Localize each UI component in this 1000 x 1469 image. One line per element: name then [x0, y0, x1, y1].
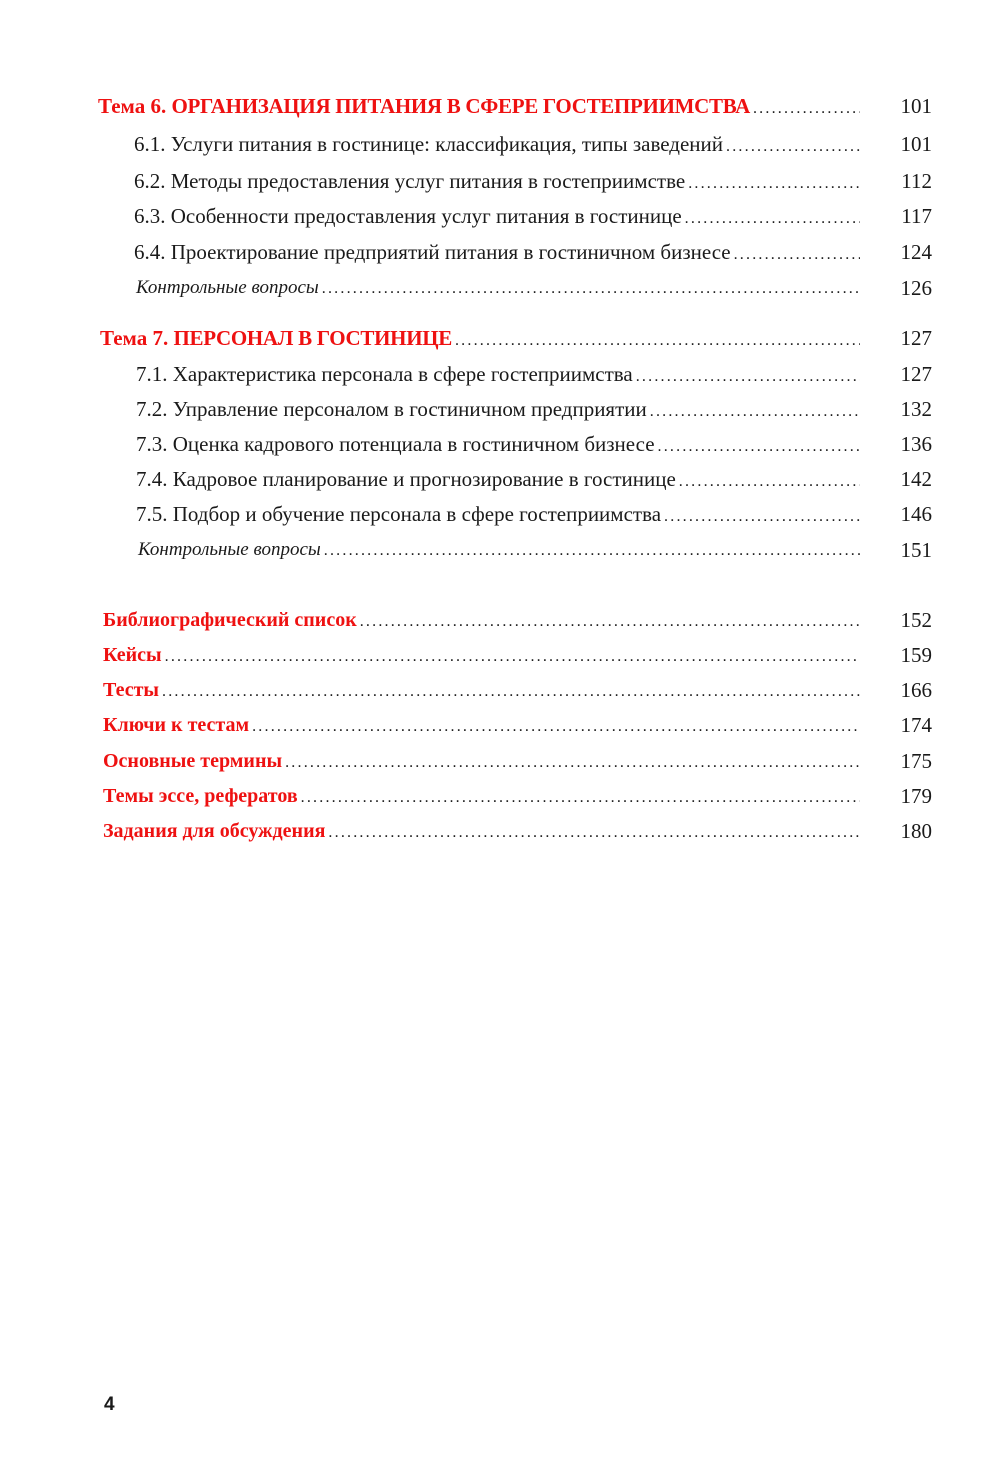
dot-leader [679, 466, 860, 498]
toc-item-label: 7.4. Кадровое планирование и прогнозирование в гостинице [136, 467, 676, 491]
page-number-ref: 101 [900, 132, 932, 156]
page-number-ref: 180 [900, 819, 932, 843]
dot-leader [734, 239, 860, 271]
page-number-ref: 101 [900, 94, 932, 118]
toc-item-7-1[interactable] [0, 358, 1000, 390]
toc-item-label: Темы эссе, рефератов [103, 785, 298, 807]
dot-leader [753, 93, 860, 125]
dot-leader [162, 676, 860, 708]
toc-item-7-5[interactable] [0, 498, 1000, 530]
page-number-ref: 112 [901, 169, 932, 193]
dot-leader [165, 641, 860, 673]
toc-item-label: Библиографический список [103, 609, 357, 631]
toc-item-label: 6.3. Особенности предоставления услуг питания в гостинице [134, 204, 682, 228]
toc-item-label: Контрольные вопросы [136, 277, 319, 298]
toc-item-label: Ключи к тестам [103, 714, 250, 736]
toc-item-6-2[interactable] [0, 165, 1000, 197]
page-number-ref: 136 [900, 432, 932, 456]
page-number-ref: 146 [900, 502, 932, 526]
page-number-ref: 151 [900, 538, 932, 562]
dot-leader [360, 606, 860, 638]
toc-item-label: 6.1. Услуги питания в гостинице: классификация, типы заведений [134, 132, 724, 156]
toc-item-label: Задания для обсуждения [103, 820, 326, 842]
page-number-ref: 152 [900, 608, 932, 632]
toc-item-label: Основные термины [103, 750, 283, 772]
page-number-ref: 117 [901, 204, 932, 228]
toc-item-label: Контрольные вопросы [138, 539, 321, 560]
toc-item-7-4[interactable] [0, 463, 1000, 495]
toc-essay-topics[interactable] [0, 780, 1000, 812]
page-number-ref: 124 [900, 240, 932, 264]
dot-leader [650, 396, 860, 428]
page-number-ref: 132 [900, 397, 932, 421]
page-number-ref: 174 [900, 713, 932, 737]
toc-item-label: 7.2. Управление персоналом в гостиничном предприятии [136, 397, 647, 421]
page-number-ref: 126 [900, 276, 932, 300]
toc-item-6-3[interactable] [0, 200, 1000, 232]
dot-leader [301, 782, 860, 814]
dot-leader [455, 325, 860, 357]
toc-item-label: 7.3. Оценка кадрового потенциала в гостиничном бизнесе [136, 432, 655, 456]
toc-discussion-tasks[interactable] [0, 815, 1000, 847]
toc-item-label: 6.4. Проектирование предприятий питания в гостиничном бизнесе [134, 240, 731, 264]
toc-item-label: 7.1. Характеристика персонала в сфере гостеприимства [136, 362, 633, 386]
toc-basic-terms[interactable] [0, 745, 1000, 777]
footer-page-number: 4 [104, 1394, 115, 1415]
toc-item-label: Тесты [103, 679, 160, 701]
toc-topic-7[interactable] [0, 322, 1000, 354]
dot-leader [636, 361, 860, 393]
toc-control-questions-7[interactable] [0, 534, 1000, 566]
toc-item-7-2[interactable] [0, 393, 1000, 425]
dot-leader [664, 501, 860, 533]
page-number-ref: 179 [900, 784, 932, 808]
toc-cases[interactable] [0, 639, 1000, 671]
dot-leader [688, 168, 860, 200]
page-number-ref: 142 [900, 467, 932, 491]
dot-leader [324, 535, 860, 567]
page-number-ref: 159 [900, 643, 932, 667]
page-number-ref: 127 [900, 362, 932, 386]
topic-6-heading: Тема 6. ОРГАНИЗАЦИЯ ПИТАНИЯ В СФЕРЕ ГОСТЕПРИИМСТВА [98, 94, 750, 118]
dot-leader [285, 747, 860, 779]
toc-control-questions-6[interactable] [0, 272, 1000, 304]
toc-topic-6[interactable] [0, 90, 1000, 122]
toc-item-6-1[interactable] [0, 128, 1000, 160]
toc-item-label: 6.2. Методы предоставления услуг питания в гостеприимстве [134, 169, 686, 193]
dot-leader [252, 711, 860, 743]
page-number-ref: 175 [900, 749, 932, 773]
dot-leader [726, 131, 860, 163]
toc-item-label: 7.5. Подбор и обучение персонала в сфере гостеприимства [136, 502, 662, 526]
toc-item-6-4[interactable] [0, 236, 1000, 268]
toc-test-keys[interactable] [0, 709, 1000, 741]
toc-tests[interactable] [0, 674, 1000, 706]
dot-leader [328, 817, 860, 849]
page-number-ref: 127 [900, 326, 932, 350]
topic-7-heading: Тема 7. ПЕРСОНАЛ В ГОСТИНИЦЕ [100, 326, 452, 350]
dot-leader [658, 431, 860, 463]
toc-item-label: Кейсы [103, 644, 162, 666]
dot-leader [685, 203, 860, 235]
toc-item-7-3[interactable] [0, 428, 1000, 460]
dot-leader [322, 273, 860, 305]
toc-bibliography[interactable] [0, 604, 1000, 636]
page-number-ref: 166 [900, 678, 932, 702]
